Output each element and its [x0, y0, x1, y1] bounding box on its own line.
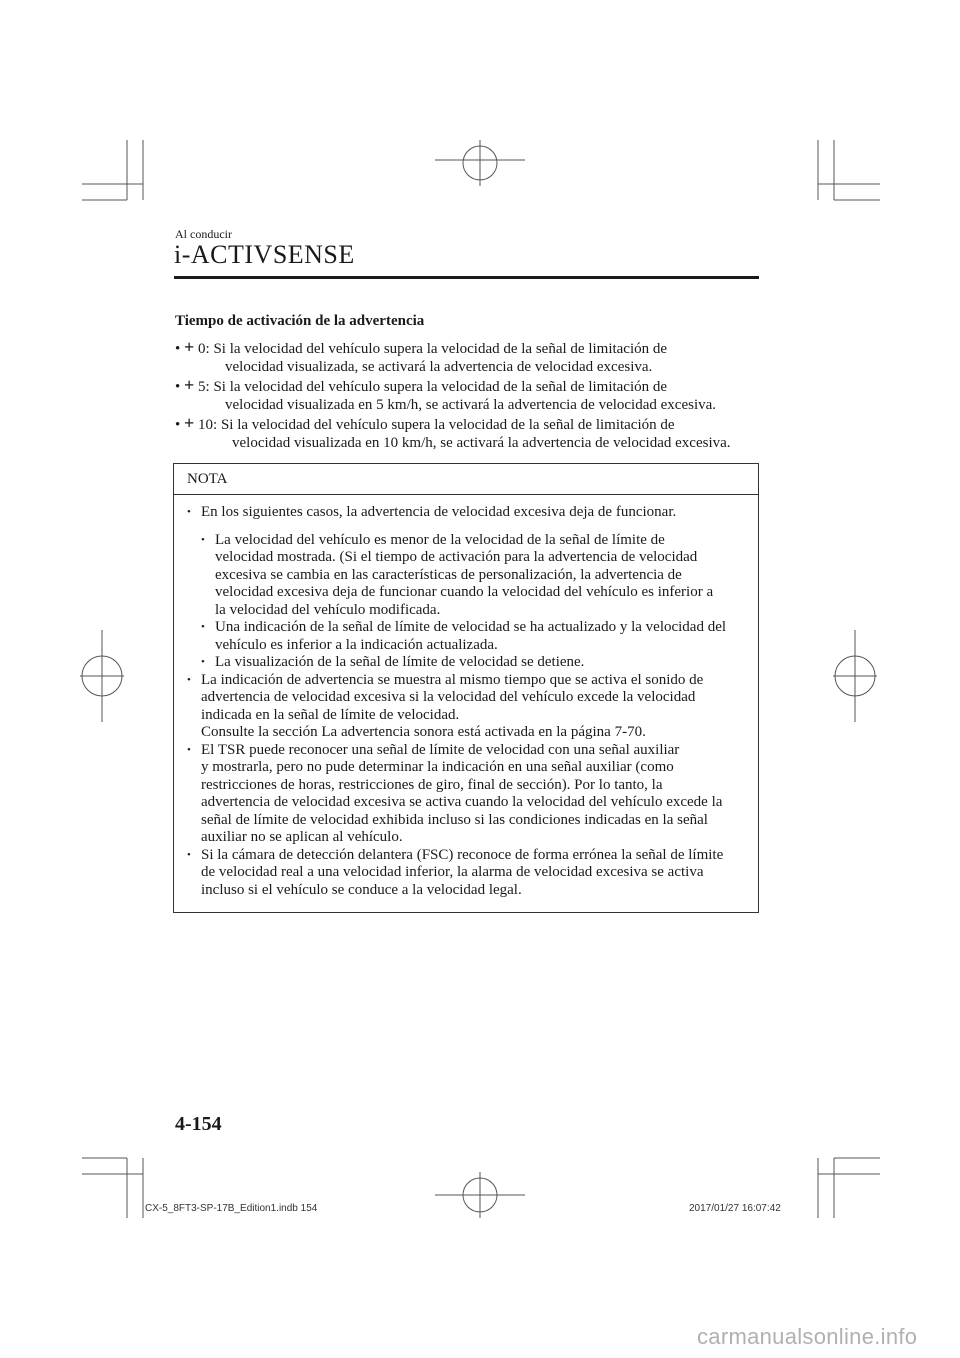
timing-list	[175, 338, 775, 452]
note-body	[174, 495, 758, 899]
timing-value: 5:	[198, 379, 210, 395]
timing-value: 0:	[198, 341, 210, 357]
timing-text-cont: velocidad visualizada, se activará la advertencia de velocidad excesiva.	[225, 359, 653, 375]
note-sub-bullet: • La velocidad del vehículo es menor de la velocidad de la señal de límite de velocidad mostrada. (Si el tiempo de activación para la advertencia de velocidad excesiva se cambia en las características de personalización, la advertencia de velocidad excesiva deja de funcionar cuando la velocidad del vehículo es inferior a la velocidad del vehículo modificada.	[201, 532, 752, 620]
timing-text-cont: velocidad visualizada en 10 km/h, se activará la advertencia de velocidad excesiva.	[232, 435, 731, 451]
timing-item: • + 10: Si la velocidad del vehículo supera la velocidad de la señal de limitación de velocidad visualizada en 10 km/h, se activará la advertencia de velocidad excesiva.	[175, 414, 775, 452]
plus-icon: +	[184, 413, 195, 433]
note-sub-bullet: • La visualización de la señal de límite de velocidad se detiene.	[201, 654, 752, 672]
note-sub-bullet: • Una indicación de la señal de límite de velocidad se ha actualizado y la velocidad del vehículo es inferior a la indicación actualizada.	[201, 619, 752, 654]
timing-text: Si la velocidad del vehículo supera la velocidad de la señal de limitación de	[213, 379, 668, 395]
plus-icon: +	[184, 337, 195, 357]
footer-filename: CX-5_8FT3-SP-17B_Edition1.indb 154	[145, 1203, 318, 1214]
footer-timestamp: 2017/01/27 16:07:42	[689, 1203, 781, 1214]
note-label: NOTA	[174, 464, 758, 495]
plus-icon: +	[184, 375, 195, 395]
page-number: 4-154	[175, 1113, 222, 1135]
page-title: i-ACTIVSENSE	[174, 240, 355, 269]
timing-text-cont: velocidad visualizada en 5 km/h, se activará la advertencia de velocidad excesiva.	[225, 397, 717, 413]
timing-item: • + 0: Si la velocidad del vehículo supera la velocidad de la señal de limitación de velocidad visualizada, se activará la advertencia de velocidad excesiva.	[175, 338, 775, 376]
timing-value: 10:	[198, 417, 218, 433]
note-bullet: • El TSR puede reconocer una señal de límite de velocidad con una señal auxiliar y mostrarla, pero no pude determinar la indicación en una señal auxiliar (como restricciones de horas, restricciones de giro, final de sección). Por lo tanto, la advertencia de velocidad excesiva se activa cuando la velocidad del vehículo excede la señal de límite de velocidad exhibida incluso si las condiciones indicadas en la señal auxiliar no se aplican al vehículo.	[187, 742, 752, 847]
note-bullet: • Si la cámara de detección delantera (FSC) reconoce de forma errónea la señal de límite de velocidad real a una velocidad inferior, la alarma de velocidad excesiva se activa incluso si el vehículo se conduce a la velocidad legal.	[187, 847, 752, 900]
watermark: carmanualsonline.info	[697, 1324, 918, 1349]
note-sub-list	[187, 532, 752, 672]
timing-text: Si la velocidad del vehículo supera la velocidad de la señal de limitación de	[220, 417, 675, 433]
section-label: Al conducir	[175, 227, 232, 241]
note-bullet: • En los siguientes casos, la advertencia de velocidad excesiva deja de funcionar.	[187, 504, 752, 522]
note-box	[173, 463, 759, 913]
subheading: Tiempo de activación de la advertencia	[175, 313, 425, 329]
title-rule	[174, 276, 759, 279]
timing-text: Si la velocidad del vehículo supera la velocidad de la señal de limitación de	[213, 341, 668, 357]
note-bullet: • La indicación de advertencia se muestra al mismo tiempo que se activa el sonido de advertencia de velocidad excesiva si la velocidad del vehículo excede la velocidad indicada en la señal de límite de velocidad. Consulte la sección La advertencia sonora está activada en la página 7-70.	[187, 672, 752, 742]
timing-item: • + 5: Si la velocidad del vehículo supera la velocidad de la señal de limitación de velocidad visualizada en 5 km/h, se activará la advertencia de velocidad excesiva.	[175, 376, 775, 414]
